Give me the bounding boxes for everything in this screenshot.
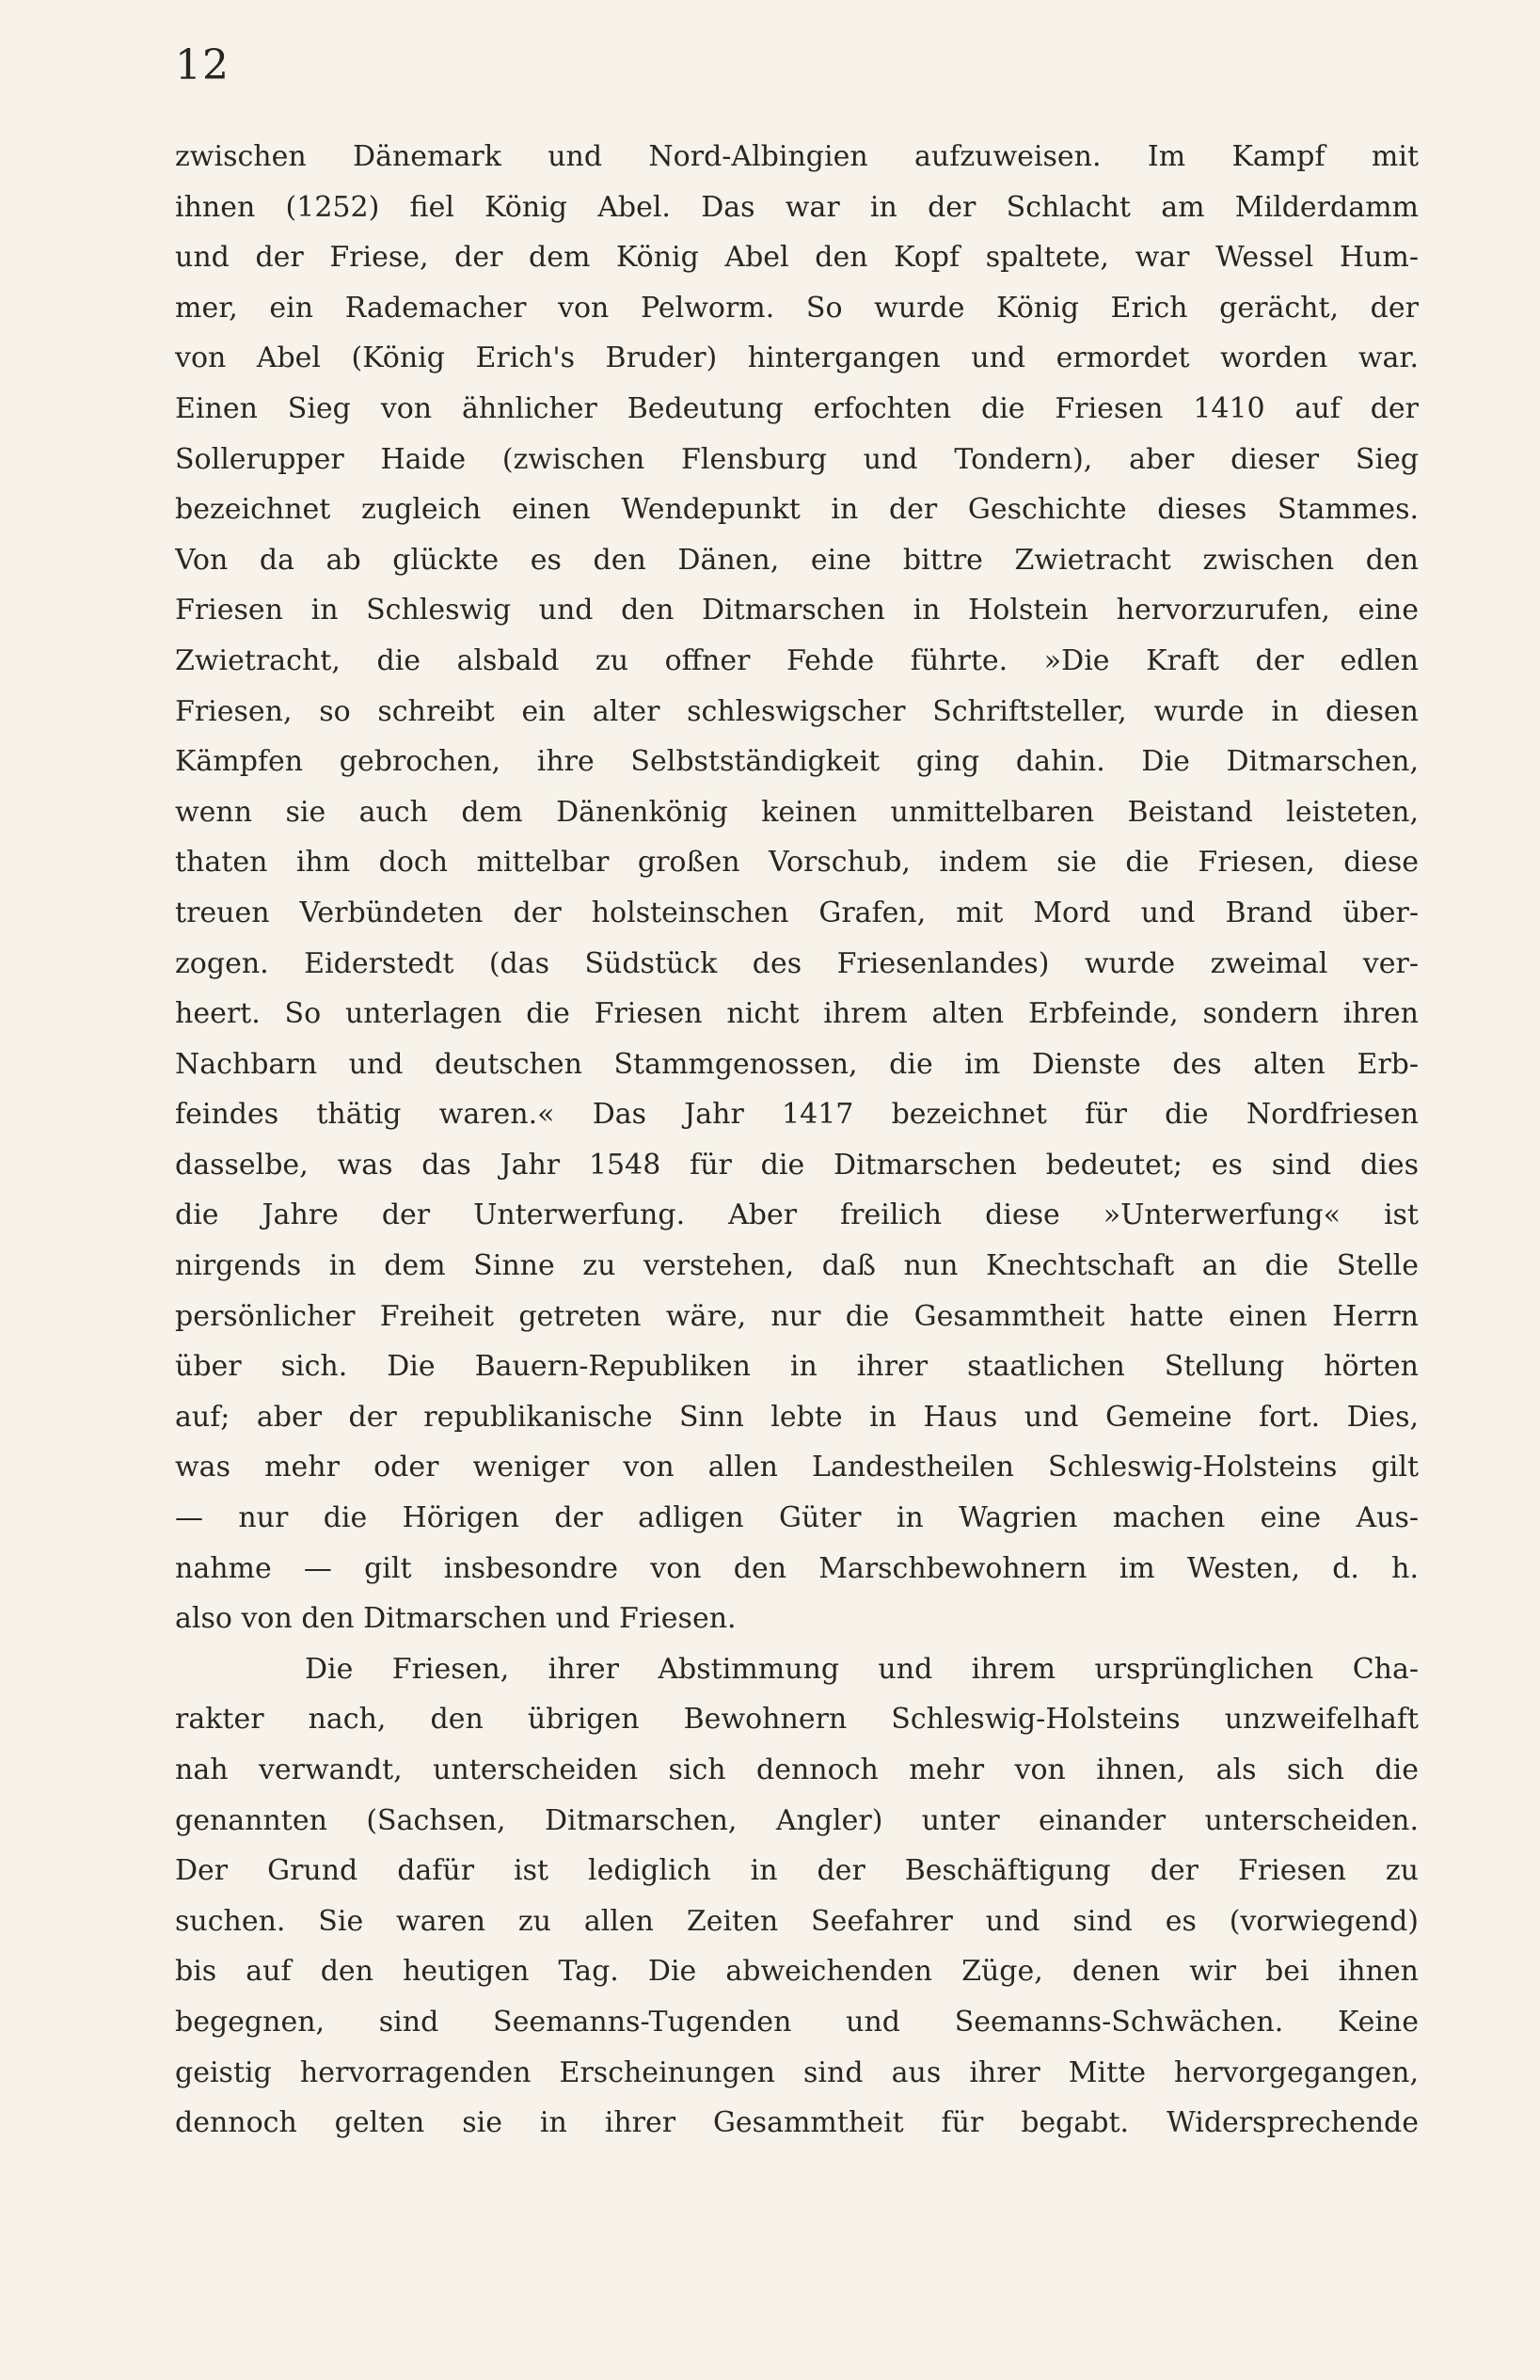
text-line: Einen Sieg von ähnlicher Bedeutung erfochten die Friesen 1410 auf der [175, 391, 1419, 425]
text-line: Sollerupper Haide (zwischen Flensburg und Tondern), aber dieser Sieg [175, 442, 1419, 476]
text-line: von Abel (König Erich's Bruder) hintergangen und ermordet worden war. [175, 341, 1419, 375]
text-line: Von da ab glückte es den Dänen, eine bittre Zwietracht zwischen den [175, 543, 1419, 577]
text-line: wenn sie auch dem Dänenkönig keinen unmittelbaren Beistand leisteten, [175, 795, 1419, 829]
text-line: nahme — gilt insbesondre von den Marschbewohnern im Westen, d. h. [175, 1551, 1419, 1585]
text-line: Friesen in Schleswig und den Ditmarschen in Holstein hervorzurufen, eine [175, 594, 1419, 627]
text-line: Der Grund dafür ist lediglich in der Beschäftigung der Friesen zu [175, 1854, 1419, 1888]
text-line: bezeichnet zugleich einen Wendepunkt in der Geschichte dieses Stammes. [175, 493, 1419, 527]
text-line: begegnen, sind Seemanns-Tugenden und Seemanns-Schwächen. Keine [175, 2005, 1419, 2039]
text-line: feindes thätig waren.« Das Jahr 1417 bezeichnet für die Nordfriesen [175, 1098, 1419, 1132]
text-line: thaten ihm doch mittelbar großen Vorschub, indem sie die Friesen, diese [175, 846, 1419, 880]
text-line: — nur die Hörigen der adligen Güter in Wagrien machen eine Aus- [175, 1501, 1419, 1535]
text-line: die Jahre der Unterwerfung. Aber freilich diese »Unterwerfung« ist [175, 1198, 1419, 1232]
text-line: genannten (Sachsen, Ditmarschen, Angler) unter einander unterscheiden. [175, 1803, 1419, 1837]
text-line: suchen. Sie waren zu allen Zeiten Seefahrer und sind es (vorwiegend) [175, 1904, 1419, 1938]
text-line: persönlicher Freiheit getreten wäre, nur die Gesammtheit hatte einen Herrn [175, 1299, 1419, 1333]
text-line: bis auf den heutigen Tag. Die abweichenden Züge, denen wir bei ihnen [175, 1955, 1419, 1989]
text-line: heert. So unterlagen die Friesen nicht ihrem alten Erbfeinde, sondern ihren [175, 997, 1419, 1031]
text-line: was mehr oder weniger von allen Landestheilen Schleswig-Holsteins gilt [175, 1451, 1419, 1484]
text-line: dasselbe, was das Jahr 1548 für die Ditmarschen bedeutet; es sind dies [175, 1148, 1419, 1182]
text-line: mer, ein Rademacher von Pelworm. So wurde König Erich gerächt, der [175, 291, 1419, 325]
text-line: ihnen (1252) fiel König Abel. Das war in der Schlacht am Milderdamm [175, 190, 1419, 224]
text-line: Nachbarn und deutschen Stammgenossen, die im Dienste des alten Erb- [175, 1047, 1419, 1081]
paragraph-end-line: also von den Ditmarschen und Friesen. [175, 1602, 737, 1636]
text-line: und der Friese, der dem König Abel den Kopf spaltete, war Wessel Hum- [175, 241, 1419, 275]
text-line: dennoch gelten sie in ihrer Gesammtheit für begabt. Widersprechende [175, 2106, 1419, 2140]
text-line: auf; aber der republikanische Sinn lebte in Haus und Gemeine fort. Dies, [175, 1400, 1419, 1434]
text-line: nah verwandt, unterscheiden sich dennoch mehr von ihnen, als sich die [175, 1753, 1419, 1786]
text-line: zwischen Dänemark und Nord-Albingien aufzuweisen. Im Kampf mit [175, 140, 1419, 173]
text-line: geistig hervorragenden Erscheinungen sind aus ihrer Mitte hervorgegangen, [175, 2055, 1419, 2089]
text-line: Kämpfen gebrochen, ihre Selbstständigkeit ging dahin. Die Ditmarschen, [175, 745, 1419, 779]
text-line: nirgends in dem Sinne zu verstehen, daß nun Knechtschaft an die Stelle [175, 1249, 1419, 1283]
text-line: Friesen, so schreibt ein alter schleswigscher Schriftsteller, wurde in diesen [175, 694, 1419, 728]
paragraph-start-line: Die Friesen, ihrer Abstimmung und ihrem ursprünglichen Cha- [305, 1652, 1419, 1686]
text-line: über sich. Die Bauern-Republiken in ihrer staatlichen Stellung hörten [175, 1350, 1419, 1384]
text-line: zogen. Eiderstedt (das Südstück des Friesenlandes) wurde zweimal ver- [175, 946, 1419, 980]
text-line: treuen Verbündeten der holsteinschen Grafen, mit Mord und Brand über- [175, 896, 1419, 929]
body-text [175, 132, 1419, 2149]
text-line: rakter nach, den übrigen Bewohnern Schleswig-Holsteins unzweifelhaft [175, 1703, 1419, 1737]
text-line: Zwietracht, die alsbald zu offner Fehde führte. »Die Kraft der edlen [175, 643, 1419, 677]
page-number: 12 [175, 41, 230, 89]
